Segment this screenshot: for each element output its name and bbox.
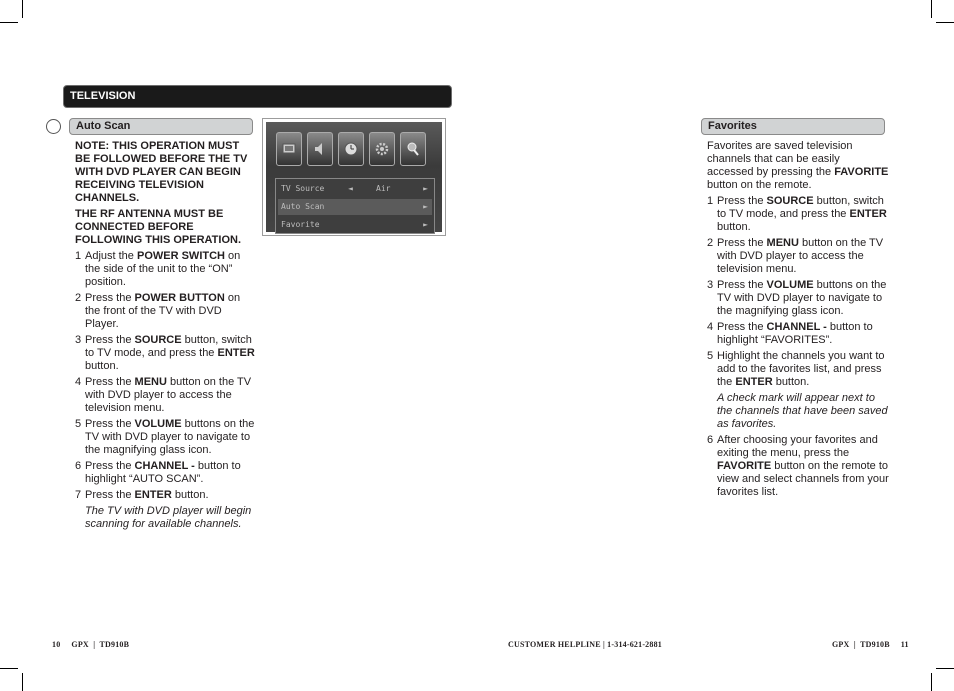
auto-scan-step-4: [75, 376, 257, 415]
favorites-step-3: [707, 279, 889, 318]
favorites-column: [707, 140, 889, 502]
note-antenna: THE RF ANTENNA MUST BE CONNECTED BEFORE FOLLOWING THIS OPERATION.: [75, 208, 242, 246]
step-bold: SOURCE: [766, 195, 814, 207]
step-text-end: button on the remote to view and select channels from your favorites list.: [717, 460, 889, 498]
footer-left: 10 GPX | TD910B: [52, 640, 130, 649]
auto-scan-step-1: [75, 250, 257, 289]
step-number: 5: [707, 350, 714, 362]
magnifying-glass-icon: [400, 132, 426, 166]
auto-scan-step-3: [75, 334, 257, 373]
crop-mark: [0, 668, 18, 669]
step-number: 6: [707, 434, 714, 446]
step-text: on the side of the unit to the “ON” position.: [85, 250, 241, 288]
step-number: 1: [75, 250, 82, 262]
step-text: button to highlight “AUTO SCAN”.: [85, 460, 241, 485]
crop-mark: [22, 0, 23, 18]
step-number: 6: [75, 460, 82, 472]
step-bold: CHANNEL -: [134, 460, 195, 472]
step-number: 5: [75, 418, 82, 430]
step-text: Press the: [717, 195, 767, 207]
arrow-right-icon: ►: [423, 184, 428, 193]
crop-mark: [931, 673, 932, 691]
step-text: button, switch to TV mode, and press the: [717, 195, 884, 220]
note-operation: NOTE: THIS OPERATION MUST BE FOLLOWED BEFORE THE TV WITH DVD PLAYER CAN BEGIN RECEIVING TELEVISION CHANNELS.: [75, 140, 248, 204]
scan-note: The TV with DVD player will begin scanning for available channels.: [85, 505, 252, 530]
step-bold: ENTER: [735, 376, 773, 388]
auto-scan-step-6: [75, 460, 257, 486]
step-bold: VOLUME: [766, 279, 814, 291]
speaker-icon: [307, 132, 333, 166]
favorites-step-5: [707, 350, 889, 389]
tv-menu-label: Favorite: [281, 220, 320, 229]
favorites-step-4: [707, 321, 889, 347]
auto-scan-column: [75, 140, 257, 534]
tv-source-icon: [276, 132, 302, 166]
step-number: 3: [75, 334, 82, 346]
step-text: Press the: [85, 460, 135, 472]
section-title: TELEVISION: [63, 85, 452, 108]
step-text: buttons on the TV with DVD player to navigate to the magnifying glass icon.: [85, 418, 255, 456]
crop-mark: [931, 0, 932, 18]
arrow-right-icon: ►: [423, 202, 428, 211]
step-text: Press the: [717, 321, 767, 333]
arrow-right-icon: ►: [423, 220, 428, 229]
favorites-note: A check mark will appear next to the channels that have been saved as favorites.: [717, 392, 888, 430]
tv-menu-row-favorite: [278, 217, 432, 233]
step-number: 2: [707, 237, 714, 249]
step-text: button on the TV with DVD player to access the television menu.: [717, 237, 884, 275]
step-text: Press the: [85, 418, 135, 430]
step-text: Press the: [85, 292, 135, 304]
step-text: button on the TV with DVD player to access the television menu.: [85, 376, 252, 414]
tv-menu-row-source: [278, 181, 432, 197]
tv-menu-value: Air: [376, 184, 391, 193]
auto-scan-step-2: [75, 292, 257, 331]
step-bold: VOLUME: [134, 418, 182, 430]
step-bold: ENTER: [217, 347, 255, 359]
favorites-step-1: [707, 195, 889, 234]
circle-marker: [46, 119, 61, 134]
footer-right: GPX | TD910B 11: [832, 640, 909, 649]
tv-menu-list: [275, 178, 435, 234]
tv-menu-icons: [276, 132, 431, 166]
step-bold: ENTER: [849, 208, 887, 220]
favorites-step-2: [707, 237, 889, 276]
step-text: Adjust the: [85, 250, 137, 262]
step-text: button, switch to TV mode, and press the: [85, 334, 252, 359]
auto-scan-heading: Auto Scan: [69, 118, 253, 135]
crop-mark: [936, 668, 954, 669]
step-bold: SOURCE: [134, 334, 182, 346]
step-bold: MENU: [134, 376, 167, 388]
step-bold: ENTER: [134, 489, 172, 501]
step-text: Press the: [85, 334, 135, 346]
step-bold: FAVORITE: [717, 460, 772, 472]
step-number: 4: [75, 376, 82, 388]
crop-mark: [0, 22, 18, 23]
intro-text-end: button on the remote.: [707, 179, 812, 191]
crop-mark: [22, 673, 23, 691]
favorites-intro: [707, 140, 889, 192]
step-bold: POWER SWITCH: [136, 250, 225, 262]
favorites-step-6: [707, 434, 889, 499]
step-number: 3: [707, 279, 714, 291]
step-text: button.: [717, 221, 751, 233]
step-number: 2: [75, 292, 82, 304]
step-text: Press the: [717, 237, 767, 249]
step-bold: MENU: [766, 237, 799, 249]
intro-text: Favorites are saved television channels that can be easily accessed by pressing the: [707, 140, 853, 178]
step-text: buttons on the TV with DVD player to navigate to the magnifying glass icon.: [717, 279, 887, 317]
step-text: Press the: [85, 489, 135, 501]
favorites-heading: Favorites: [701, 118, 885, 135]
auto-scan-step-7: [75, 489, 257, 502]
step-number: 4: [707, 321, 714, 333]
step-number: 7: [75, 489, 82, 501]
step-bold: POWER BUTTON: [134, 292, 225, 304]
step-text: Press the: [717, 279, 767, 291]
step-text: button.: [772, 376, 810, 388]
settings-icon: [369, 132, 395, 166]
tv-menu-screenshot: [262, 118, 446, 236]
intro-bold: FAVORITE: [834, 166, 889, 178]
step-text: button to highlight “FAVORITES”.: [717, 321, 873, 346]
step-text: Highlight the channels you want to add to the favorites list, and press the: [717, 350, 885, 388]
crop-mark: [936, 22, 954, 23]
step-text: button.: [171, 489, 209, 501]
tv-menu-row-auto-scan: [278, 199, 432, 215]
arrow-left-icon: ◄: [348, 184, 353, 193]
step-bold: CHANNEL -: [766, 321, 827, 333]
clock-icon: [338, 132, 364, 166]
step-text: Press the: [85, 376, 135, 388]
tv-menu-label: Auto Scan: [281, 202, 325, 211]
auto-scan-step-5: [75, 418, 257, 457]
step-text: After choosing your favorites and exiting the menu, press the: [717, 434, 878, 459]
tv-menu-label: TV Source: [281, 184, 325, 193]
footer-center: CUSTOMER HELPLINE | 1-314-621-2881: [508, 640, 662, 649]
step-text: on the front of the TV with DVD Player.: [85, 292, 241, 330]
step-number: 1: [707, 195, 714, 207]
step-text: button.: [85, 360, 119, 372]
